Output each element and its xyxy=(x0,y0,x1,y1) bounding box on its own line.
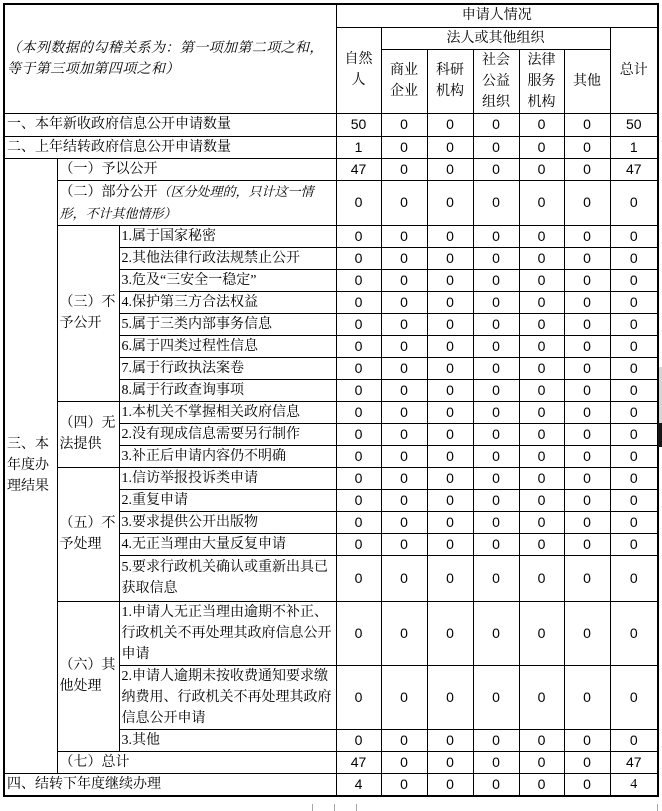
disclosure-table xyxy=(3,3,659,797)
value-cell: 0 xyxy=(610,423,658,445)
value-cell: 0 xyxy=(610,225,658,247)
value-cell: 0 xyxy=(564,113,610,136)
item-label: 3.危及“三安全一稳定” xyxy=(119,269,336,291)
value-cell: 0 xyxy=(381,269,427,291)
value-cell: 0 xyxy=(381,423,427,445)
header-legal-or-other-org: 法人或其他组织 xyxy=(381,27,610,49)
value-cell: 0 xyxy=(427,533,473,555)
value-cell: 0 xyxy=(473,158,519,180)
value-cell: 0 xyxy=(564,136,610,158)
item-label: 7.属于行政执法案卷 xyxy=(119,357,336,379)
row-label-new-requests: 一、本年新收政府信息公开申请数量 xyxy=(4,113,336,136)
value-cell: 0 xyxy=(519,113,564,136)
value-cell: 0 xyxy=(564,379,610,401)
value-cell: 50 xyxy=(610,113,658,136)
value-cell: 0 xyxy=(564,751,610,773)
value-cell: 0 xyxy=(564,511,610,533)
value-cell: 0 xyxy=(427,751,473,773)
row-label-subtotal: （七）总计 xyxy=(57,751,336,773)
partial-note: （区分处理的，只计这一情形，不计其他情形） xyxy=(59,183,314,221)
gridline-stub xyxy=(356,804,357,811)
value-cell: 0 xyxy=(336,225,381,247)
item-label: 1.申请人无正当理由逾期不补正、行政机关不再处理其政府信息公开申请 xyxy=(119,601,336,665)
value-cell: 0 xyxy=(381,773,427,796)
item-label: 4.无正当理由大量反复申请 xyxy=(119,533,336,555)
value-cell: 0 xyxy=(381,225,427,247)
value-cell: 0 xyxy=(610,467,658,489)
value-cell: 0 xyxy=(473,313,519,335)
value-cell: 50 xyxy=(336,113,381,136)
value-cell: 0 xyxy=(564,313,610,335)
table-row xyxy=(4,773,658,796)
item-label: 5.属于三类内部事务信息 xyxy=(119,313,336,335)
group-label-unable-to-provide: （四）无法提供 xyxy=(57,401,119,467)
value-cell: 0 xyxy=(473,136,519,158)
table-row xyxy=(4,601,658,665)
header-other-org: 其他 xyxy=(564,49,610,113)
item-label: 5.要求行政机关确认或重新出具已获取信息 xyxy=(119,555,336,601)
item-label: 2.重复申请 xyxy=(119,489,336,511)
row-label-carried-over: 二、上年结转政府信息公开申请数量 xyxy=(4,136,336,158)
value-cell: 0 xyxy=(610,445,658,467)
value-cell: 0 xyxy=(336,379,381,401)
value-cell: 0 xyxy=(427,423,473,445)
scrollbar-thumb[interactable] xyxy=(658,423,662,447)
value-cell: 0 xyxy=(381,729,427,751)
value-cell: 0 xyxy=(610,269,658,291)
value-cell: 0 xyxy=(519,489,564,511)
value-cell: 0 xyxy=(336,269,381,291)
item-label: 3.其他 xyxy=(119,729,336,751)
header-natural-person: 自然人 xyxy=(336,27,381,113)
value-cell: 0 xyxy=(610,533,658,555)
header-total: 总计 xyxy=(610,27,658,113)
value-cell: 0 xyxy=(336,180,381,225)
value-cell: 0 xyxy=(381,533,427,555)
value-cell: 0 xyxy=(473,555,519,601)
item-label: 2.其他法律行政法规禁止公开 xyxy=(119,247,336,269)
value-cell: 0 xyxy=(519,423,564,445)
value-cell: 0 xyxy=(473,379,519,401)
value-cell: 0 xyxy=(473,291,519,313)
value-cell: 0 xyxy=(519,313,564,335)
header-legal-service-org: 法律服务机构 xyxy=(519,49,564,113)
value-cell: 0 xyxy=(564,335,610,357)
value-cell: 47 xyxy=(610,751,658,773)
value-cell: 0 xyxy=(427,357,473,379)
value-cell: 0 xyxy=(519,665,564,729)
value-cell: 0 xyxy=(564,533,610,555)
value-cell: 0 xyxy=(610,379,658,401)
item-label: 2.没有现成信息需要另行制作 xyxy=(119,423,336,445)
value-cell: 0 xyxy=(381,445,427,467)
item-label: 2.申请人逾期未按收费通知要求缴纳费用、行政机关不再处理其政府信息公开申请 xyxy=(119,665,336,729)
value-cell: 0 xyxy=(564,357,610,379)
value-cell: 0 xyxy=(381,467,427,489)
value-cell: 0 xyxy=(519,335,564,357)
value-cell: 0 xyxy=(473,247,519,269)
row-label-partial-disclosure xyxy=(57,180,336,225)
value-cell: 0 xyxy=(427,291,473,313)
value-cell: 0 xyxy=(519,467,564,489)
value-cell: 0 xyxy=(381,489,427,511)
item-label: 3.补正后申请内容仍不明确 xyxy=(119,445,336,467)
value-cell: 0 xyxy=(564,445,610,467)
value-cell: 0 xyxy=(473,401,519,423)
table-row xyxy=(4,158,658,180)
value-cell: 4 xyxy=(610,773,658,796)
gridline-stub xyxy=(657,804,658,811)
value-cell: 0 xyxy=(610,180,658,225)
value-cell: 0 xyxy=(473,225,519,247)
value-cell: 0 xyxy=(381,180,427,225)
value-cell: 0 xyxy=(564,773,610,796)
value-cell: 0 xyxy=(473,423,519,445)
value-cell: 0 xyxy=(473,489,519,511)
value-cell: 0 xyxy=(519,136,564,158)
table-row xyxy=(4,467,658,489)
table-row xyxy=(4,4,658,27)
value-cell: 0 xyxy=(381,401,427,423)
value-cell: 0 xyxy=(610,555,658,601)
value-cell: 0 xyxy=(336,467,381,489)
value-cell: 0 xyxy=(519,269,564,291)
value-cell: 0 xyxy=(564,467,610,489)
value-cell: 0 xyxy=(519,247,564,269)
value-cell: 0 xyxy=(427,180,473,225)
header-applicant-situation: 申请人情况 xyxy=(336,4,658,27)
value-cell: 0 xyxy=(610,729,658,751)
value-cell: 0 xyxy=(336,729,381,751)
gridline-stub xyxy=(334,804,335,811)
group-label-refused: （三）不予公开 xyxy=(57,225,119,401)
value-cell: 0 xyxy=(564,401,610,423)
partial-label: （二）部分公开 xyxy=(59,184,158,200)
value-cell: 0 xyxy=(336,511,381,533)
value-cell: 0 xyxy=(564,729,610,751)
value-cell: 0 xyxy=(564,423,610,445)
table-row xyxy=(4,180,658,225)
value-cell: 0 xyxy=(427,601,473,665)
value-cell: 0 xyxy=(519,225,564,247)
value-cell: 0 xyxy=(427,401,473,423)
value-cell: 0 xyxy=(381,665,427,729)
value-cell: 0 xyxy=(519,729,564,751)
value-cell: 0 xyxy=(336,665,381,729)
table-row xyxy=(4,136,658,158)
section-label-annual-results: 三、本年度办理结果 xyxy=(4,158,57,773)
value-cell: 0 xyxy=(473,729,519,751)
table-row xyxy=(4,225,658,247)
value-cell: 0 xyxy=(473,511,519,533)
value-cell: 0 xyxy=(336,335,381,357)
value-cell: 1 xyxy=(610,136,658,158)
value-cell: 0 xyxy=(381,335,427,357)
value-cell: 0 xyxy=(336,601,381,665)
item-label: 6.属于四类过程性信息 xyxy=(119,335,336,357)
value-cell: 0 xyxy=(473,269,519,291)
value-cell: 0 xyxy=(336,401,381,423)
value-cell: 0 xyxy=(610,489,658,511)
value-cell: 0 xyxy=(564,489,610,511)
value-cell: 1 xyxy=(336,136,381,158)
value-cell: 0 xyxy=(336,489,381,511)
value-cell: 0 xyxy=(519,180,564,225)
value-cell: 0 xyxy=(427,113,473,136)
value-cell: 0 xyxy=(519,291,564,313)
value-cell: 0 xyxy=(427,335,473,357)
value-cell: 0 xyxy=(336,313,381,335)
group-label-not-processed: （五）不予处理 xyxy=(57,467,119,601)
value-cell: 0 xyxy=(564,601,610,665)
value-cell: 47 xyxy=(336,751,381,773)
value-cell: 0 xyxy=(381,601,427,665)
value-cell: 0 xyxy=(381,313,427,335)
value-cell: 0 xyxy=(473,113,519,136)
value-cell: 0 xyxy=(473,445,519,467)
value-cell: 0 xyxy=(564,291,610,313)
value-cell: 4 xyxy=(336,773,381,796)
value-cell: 0 xyxy=(381,511,427,533)
value-cell: 0 xyxy=(427,773,473,796)
value-cell: 0 xyxy=(519,533,564,555)
value-cell: 0 xyxy=(473,773,519,796)
value-cell: 0 xyxy=(610,665,658,729)
value-cell: 0 xyxy=(564,225,610,247)
value-cell: 0 xyxy=(564,247,610,269)
value-cell: 0 xyxy=(381,555,427,601)
value-cell: 0 xyxy=(427,225,473,247)
value-cell: 0 xyxy=(519,511,564,533)
value-cell: 0 xyxy=(610,313,658,335)
value-cell: 0 xyxy=(473,665,519,729)
group-label-other-handling: （六）其他处理 xyxy=(57,601,119,751)
header-commercial-enterprise: 商业企业 xyxy=(381,49,427,113)
value-cell: 0 xyxy=(427,467,473,489)
row-label-carried-to-next-year: 四、结转下年度继续办理 xyxy=(4,773,336,796)
table-row xyxy=(4,401,658,423)
value-cell: 0 xyxy=(427,247,473,269)
value-cell: 0 xyxy=(427,313,473,335)
value-cell: 0 xyxy=(427,489,473,511)
value-cell: 0 xyxy=(519,445,564,467)
value-cell: 0 xyxy=(610,401,658,423)
value-cell: 0 xyxy=(336,423,381,445)
value-cell: 0 xyxy=(473,601,519,665)
row-label-granted: （一）予以公开 xyxy=(57,158,336,180)
reconciliation-note: （本列数据的勾稽关系为：第一项加第二项之和，等于第三项加第四项之和） xyxy=(4,4,336,113)
value-cell: 0 xyxy=(519,601,564,665)
value-cell: 0 xyxy=(381,291,427,313)
header-social-welfare-org: 社会公益组织 xyxy=(473,49,519,113)
value-cell: 0 xyxy=(427,555,473,601)
value-cell: 0 xyxy=(610,511,658,533)
value-cell: 0 xyxy=(610,357,658,379)
value-cell: 47 xyxy=(336,158,381,180)
value-cell: 0 xyxy=(336,555,381,601)
table-row xyxy=(4,113,658,136)
value-cell: 0 xyxy=(519,751,564,773)
value-cell: 0 xyxy=(610,601,658,665)
value-cell: 0 xyxy=(473,357,519,379)
value-cell: 0 xyxy=(564,269,610,291)
item-label: 1.信访举报投诉类申请 xyxy=(119,467,336,489)
value-cell: 0 xyxy=(610,291,658,313)
value-cell: 0 xyxy=(381,247,427,269)
value-cell: 0 xyxy=(427,379,473,401)
value-cell: 0 xyxy=(336,533,381,555)
value-cell: 0 xyxy=(336,247,381,269)
value-cell: 0 xyxy=(336,357,381,379)
value-cell: 0 xyxy=(427,665,473,729)
value-cell: 0 xyxy=(473,533,519,555)
table-row xyxy=(4,751,658,773)
gridline-stub xyxy=(312,804,313,811)
value-cell: 0 xyxy=(427,445,473,467)
item-label: 4.保护第三方合法权益 xyxy=(119,291,336,313)
value-cell: 47 xyxy=(610,158,658,180)
item-label: 3.要求提供公开出版物 xyxy=(119,511,336,533)
value-cell: 0 xyxy=(610,335,658,357)
value-cell: 0 xyxy=(381,113,427,136)
value-cell: 0 xyxy=(381,136,427,158)
value-cell: 0 xyxy=(336,445,381,467)
value-cell: 0 xyxy=(564,180,610,225)
item-label: 8.属于行政查询事项 xyxy=(119,379,336,401)
value-cell: 0 xyxy=(427,158,473,180)
header-research-institution: 科研机构 xyxy=(427,49,473,113)
value-cell: 0 xyxy=(381,751,427,773)
value-cell: 0 xyxy=(381,158,427,180)
value-cell: 0 xyxy=(519,357,564,379)
value-cell: 0 xyxy=(473,751,519,773)
value-cell: 0 xyxy=(519,773,564,796)
value-cell: 0 xyxy=(427,729,473,751)
value-cell: 0 xyxy=(519,401,564,423)
value-cell: 0 xyxy=(519,158,564,180)
value-cell: 0 xyxy=(381,357,427,379)
value-cell: 0 xyxy=(610,247,658,269)
value-cell: 0 xyxy=(564,158,610,180)
value-cell: 0 xyxy=(427,136,473,158)
item-label: 1.属于国家秘密 xyxy=(119,225,336,247)
item-label: 1.本机关不掌握相关政府信息 xyxy=(119,401,336,423)
value-cell: 0 xyxy=(519,379,564,401)
value-cell: 0 xyxy=(336,291,381,313)
value-cell: 0 xyxy=(473,335,519,357)
value-cell: 0 xyxy=(473,180,519,225)
value-cell: 0 xyxy=(427,511,473,533)
value-cell: 0 xyxy=(381,379,427,401)
value-cell: 0 xyxy=(564,555,610,601)
value-cell: 0 xyxy=(427,269,473,291)
value-cell: 0 xyxy=(519,555,564,601)
value-cell: 0 xyxy=(564,665,610,729)
value-cell: 0 xyxy=(473,467,519,489)
